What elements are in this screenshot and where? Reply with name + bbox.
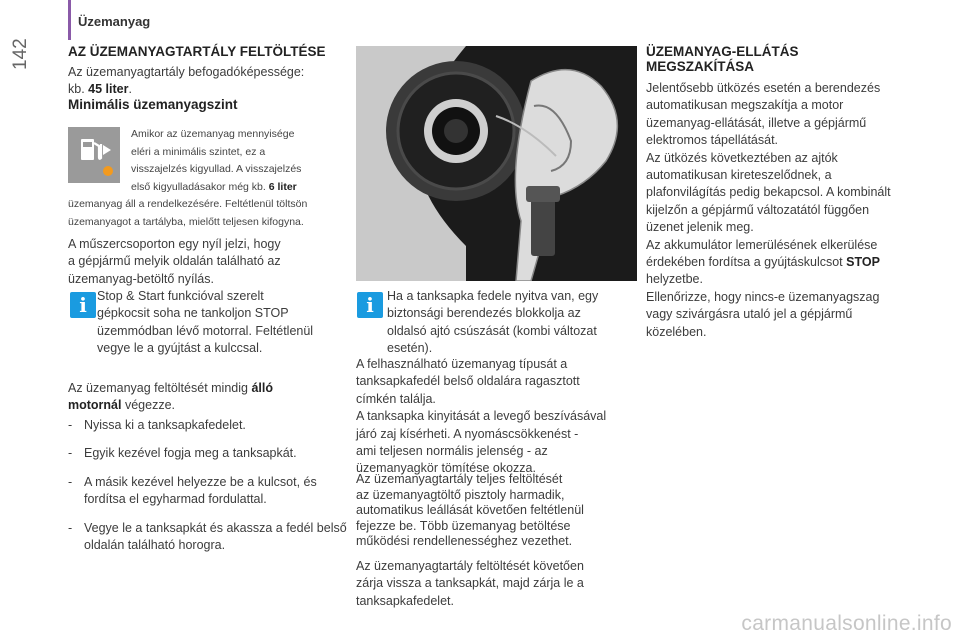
fuel-cutoff-text: Jelentősebb ütközés esetén a berendezés automatikusan megszakítja a motor üzemanyag-ellátását, illetve a gépjármű elektromos tápellátását. Az ütközés következtében az ajtók automatikusan kireteszelődnek, a plafonvilágítás pedig bekapcsol. A kombinált kijelzőn a gépjármű változatától függően üzenet jelenik meg. Az akkumulátor lemerülésének elkerülése érdekében fordítsa a gyújtáskulcsot STOP helyzetbe. Ellenőrizze, hogy nincs-e üzemanyagszag vagy szivárgásra utaló jel a gépjármű közelében.: [646, 81, 891, 339]
stop-word: STOP: [846, 255, 880, 270]
capacity-line-2: kb. 45 liter.: [68, 82, 132, 96]
info-icon: i: [357, 292, 383, 318]
capacity-value: 45 liter: [88, 82, 129, 96]
section-accent-bar: [68, 0, 71, 40]
close-cap-text: Az üzemanyagtartály feltöltését követően zárja vissza a tanksapkát, majd zárja le a tanksapkafedelet.: [356, 559, 584, 608]
arrow-indicator-text: A műszercsoporton egy nyíl jelzi, hogy a gépjármű melyik oldalán található az üzemanyag-betöltő nyílás.: [68, 237, 281, 286]
page-number: 142: [10, 38, 31, 70]
step-item: - Vegye le a tanksapkát és akassza a fedél belső oldalán található horogra.: [68, 520, 350, 555]
fuel-type-text: A felhasználható üzemanyag típusát a tanksapkafedél belső oldalára ragasztott címkén találja. A tanksapka kinyitását a levegő beszívásával járó zaj kísérheti. A nyomáscsökkenést - ami teljesen normális jelenség - az üzemanyagkör tömítése okozza.: [356, 357, 607, 476]
fuel-warning-icon: [68, 127, 120, 183]
fuel-cap-photo: [356, 46, 637, 281]
refuel-steps: [68, 417, 350, 565]
section-title: Üzemanyag: [78, 14, 151, 29]
info-icon: i: [70, 292, 96, 318]
step-item: - A másik kezével helyezze be a kulcsot, és fordítsa el egyharmad fordulattal.: [68, 474, 350, 509]
full-tank-text: Az üzemanyagtartály teljes feltöltését az üzemanyagtöltő pisztoly harmadik, automatikus leállását követően feltétlenül fejezze be. Több üzemanyag betöltése működési rendellenességhez vezethet.: [356, 472, 584, 549]
fuel-cutoff-title: ÜZEMANYAG-ELLÁTÁS MEGSZAKÍTÁSA: [646, 44, 799, 74]
refuel-intro: Az üzemanyag feltöltését mindig álló motornál végezze.: [68, 381, 273, 413]
min-level-text-2: üzemanyag áll a rendelkezésére. Feltétlenül töltsön üzemanyagot a tartályba, mielőtt teljesen kifogyna.: [68, 198, 308, 228]
stop-start-note: Stop & Start funkcióval szerelt gépkocsit soha ne tankoljon STOP üzemmódban lévő motorral. Feltétlenül vegye le a gyújtást a kulccsal.: [97, 289, 314, 356]
min-level-text: Amikor az üzemanyag mennyisége eléri a minimális szintet, ez a visszajelzés kigyullad. A visszajelzés első kigyulladásakor még kb. 6 liter: [131, 128, 302, 193]
sliding-door-note: Ha a tanksapka fedele nyitva van, egy biztonsági berendezés blokkolja az oldalsó ajtó csúszását (kombi változat esetén).: [387, 289, 599, 356]
min-liters: 6 liter: [268, 180, 297, 193]
min-level-title: Minimális üzemanyagszint: [68, 97, 238, 112]
capacity-line-1: Az üzemanyagtartály befogadóképessége:: [68, 65, 305, 79]
step-item: - Egyik kezével fogja meg a tanksapkát.: [68, 445, 350, 462]
watermark: carmanualsonline.info: [741, 612, 952, 635]
step-item: - Nyissa ki a tanksapkafedelet.: [68, 417, 350, 434]
fuel-filling-title: AZ ÜZEMANYAGTARTÁLY FELTÖLTÉSE: [68, 44, 326, 59]
